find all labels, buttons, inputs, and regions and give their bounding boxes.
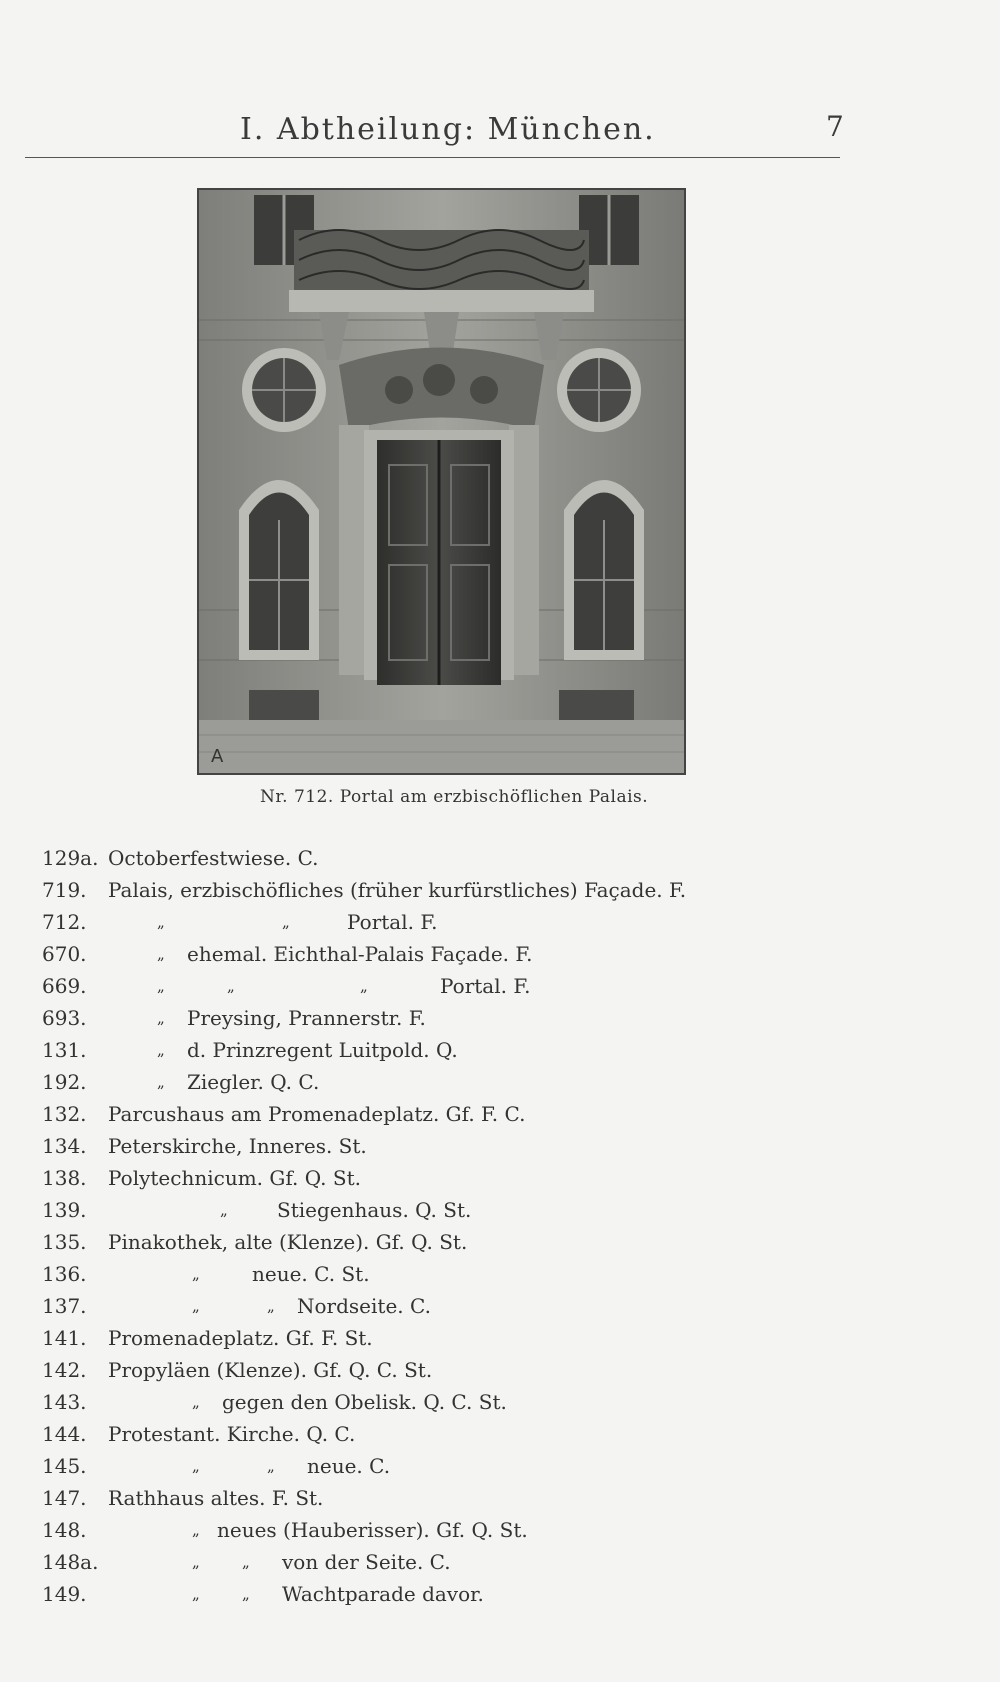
plate-photograph xyxy=(197,188,686,775)
entry-text: neues (Hauberisser). Gf. Q. St. xyxy=(217,1518,528,1542)
list-item xyxy=(42,1514,942,1546)
entry-number: 139. xyxy=(42,1198,87,1222)
portal-illustration xyxy=(199,190,684,773)
entry-text: Portal. F. xyxy=(347,910,438,934)
list-item xyxy=(42,1258,942,1290)
entry-text: Ziegler. Q. C. xyxy=(187,1070,320,1094)
entry-text: neue. C. xyxy=(307,1454,391,1478)
entry-number: 142. xyxy=(42,1358,87,1382)
entry-number: 148a. xyxy=(42,1550,99,1574)
entry-number: 719. xyxy=(42,878,87,902)
entry-text: ehemal. Eichthal-Palais Façade. F. xyxy=(187,942,533,966)
list-item xyxy=(42,1162,942,1194)
entry-text: Rathhaus altes. F. St. xyxy=(108,1486,324,1510)
entry-number: 135. xyxy=(42,1230,87,1254)
ditto-mark: „ xyxy=(192,1553,200,1571)
entry-number: 148. xyxy=(42,1518,87,1542)
ditto-mark: „ xyxy=(192,1297,200,1315)
list-item xyxy=(42,1130,942,1162)
ditto-mark: „ xyxy=(282,913,290,931)
entry-number: 669. xyxy=(42,974,87,998)
ditto-mark: „ xyxy=(242,1585,250,1603)
ditto-mark: „ xyxy=(192,1265,200,1283)
list-item xyxy=(42,1290,942,1322)
ditto-mark: „ xyxy=(267,1297,275,1315)
entry-number: 138. xyxy=(42,1166,87,1190)
entry-number: 143. xyxy=(42,1390,87,1414)
ditto-mark: „ xyxy=(360,977,368,995)
entry-text: Preysing, Prannerstr. F. xyxy=(187,1006,426,1030)
ditto-mark: „ xyxy=(220,1201,228,1219)
entry-text: Portal. F. xyxy=(440,974,531,998)
entry-text: d. Prinzregent Luitpold. Q. xyxy=(187,1038,458,1062)
list-item xyxy=(42,1066,942,1098)
list-item xyxy=(42,1578,942,1610)
entry-number: 147. xyxy=(42,1486,87,1510)
entry-number: 136. xyxy=(42,1262,87,1286)
header-rule xyxy=(25,157,840,158)
ditto-mark: „ xyxy=(157,1041,165,1059)
entry-number: 137. xyxy=(42,1294,87,1318)
ditto-mark: „ xyxy=(227,977,235,995)
page-number: 7 xyxy=(826,110,844,143)
entry-number: 670. xyxy=(42,942,87,966)
list-item xyxy=(42,1482,942,1514)
list-item xyxy=(42,938,942,970)
entry-number: 712. xyxy=(42,910,87,934)
entry-number: 129a. xyxy=(42,846,99,870)
entry-number: 144. xyxy=(42,1422,87,1446)
plate-mark: A xyxy=(211,746,224,767)
entry-text: gegen den Obelisk. Q. C. St. xyxy=(222,1390,507,1414)
list-item xyxy=(42,1546,942,1578)
list-item xyxy=(42,1322,942,1354)
entry-text: Nordseite. C. xyxy=(297,1294,431,1318)
entry-text: Parcushaus am Promenadeplatz. Gf. F. C. xyxy=(108,1102,526,1126)
ditto-mark: „ xyxy=(157,977,165,995)
entry-number: 141. xyxy=(42,1326,87,1350)
list-item xyxy=(42,1386,942,1418)
ditto-mark: „ xyxy=(157,1009,165,1027)
entry-number: 192. xyxy=(42,1070,87,1094)
catalogue-list xyxy=(42,842,942,1610)
list-item xyxy=(42,970,942,1002)
list-item xyxy=(42,1034,942,1066)
list-item xyxy=(42,1450,942,1482)
ditto-mark: „ xyxy=(192,1521,200,1539)
list-item xyxy=(42,1354,942,1386)
plate-caption: Nr. 712. Portal am erzbischöflichen Palais. xyxy=(260,787,649,807)
entry-text: von der Seite. C. xyxy=(282,1550,451,1574)
entry-text: Protestant. Kirche. Q. C. xyxy=(108,1422,356,1446)
entry-text: Peterskirche, Inneres. St. xyxy=(108,1134,367,1158)
ditto-mark: „ xyxy=(157,1073,165,1091)
list-item xyxy=(42,906,942,938)
entry-text: Stiegenhaus. Q. St. xyxy=(277,1198,472,1222)
ditto-mark: „ xyxy=(267,1457,275,1475)
entry-text: Pinakothek, alte (Klenze). Gf. Q. St. xyxy=(108,1230,468,1254)
entry-text: Octoberfestwiese. C. xyxy=(108,846,319,870)
entry-text: Propyläen (Klenze). Gf. Q. C. St. xyxy=(108,1358,433,1382)
entry-text: Palais, erzbischöfliches (früher kurfürstliches) Façade. F. xyxy=(108,878,687,902)
list-item xyxy=(42,1098,942,1130)
ditto-mark: „ xyxy=(157,945,165,963)
ditto-mark: „ xyxy=(192,1393,200,1411)
entry-text: Wachtparade davor. xyxy=(282,1582,484,1606)
entry-text: Polytechnicum. Gf. Q. St. xyxy=(108,1166,361,1190)
entry-text: neue. C. St. xyxy=(252,1262,370,1286)
running-head: I. Abtheilung: München. xyxy=(240,112,656,147)
entry-number: 134. xyxy=(42,1134,87,1158)
list-item xyxy=(42,874,942,906)
list-item xyxy=(42,1418,942,1450)
ditto-mark: „ xyxy=(157,913,165,931)
entry-text: Promenadeplatz. Gf. F. St. xyxy=(108,1326,373,1350)
list-item xyxy=(42,1002,942,1034)
ditto-mark: „ xyxy=(242,1553,250,1571)
list-item xyxy=(42,1194,942,1226)
entry-number: 149. xyxy=(42,1582,87,1606)
entry-number: 131. xyxy=(42,1038,87,1062)
entry-number: 693. xyxy=(42,1006,87,1030)
list-item xyxy=(42,1226,942,1258)
ditto-mark: „ xyxy=(192,1457,200,1475)
ditto-mark: „ xyxy=(192,1585,200,1603)
entry-number: 132. xyxy=(42,1102,87,1126)
entry-number: 145. xyxy=(42,1454,87,1478)
list-item xyxy=(42,842,942,874)
